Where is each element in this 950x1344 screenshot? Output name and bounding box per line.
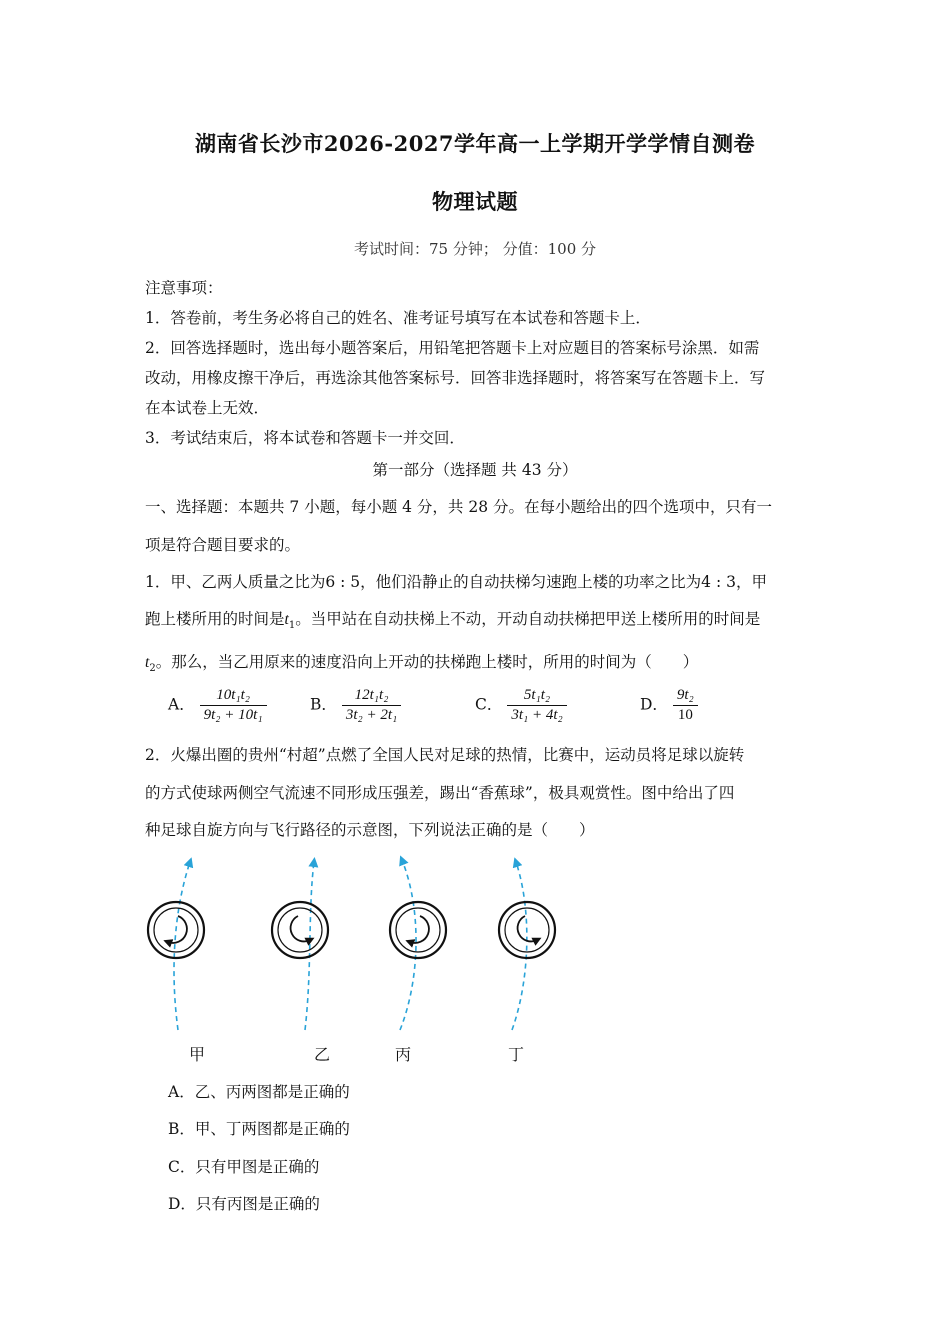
q1-option-d[interactable]: D． $\frac{\text{9t₂}}{10}$	[640, 686, 698, 725]
spin-arrow-yi	[291, 916, 310, 941]
q2-stem: 2．火爆出圈的贵州“村超”点燃了全国人民对足球的热情，比赛中，运动员将足球以旋转	[145, 746, 745, 764]
ball-yi	[272, 902, 328, 958]
q1-option-b[interactable]: B． $\frac{\text{12t₁t₂}}{\text{3t₂ + 2t₁}}$	[310, 686, 401, 725]
spin-arrow-bing	[410, 916, 429, 943]
diagram-jia	[148, 862, 204, 1030]
ball-bing	[390, 902, 446, 958]
figure-label-bing: 丙	[395, 1045, 412, 1064]
subject-title: 物理试题	[432, 189, 518, 214]
q1-stem: 1．甲、乙两人质量之比为6 : 5，他们沿静止的自动扶梯匀速跑上楼的功率之比为4 : 3，甲	[145, 573, 767, 591]
q1-option-c[interactable]: C． $\frac{\text{5t₁t₂}}{\text{3t₁ + 4t₂}}$	[475, 686, 567, 725]
q2-option-b[interactable]: B．甲、丁两图都是正确的	[168, 1120, 350, 1138]
diagram-yi	[272, 862, 328, 1030]
notice-item: 2．回答选择题时，选出每小题答案后，用铅笔把答题卡上对应题目的答案标号涂黑．如需	[145, 339, 760, 357]
notice-item: 改动，用橡皮擦干净后，再选涂其他答案标号．回答非选择题时，将答案写在答题卡上．写	[145, 369, 766, 387]
notice-item: 3．考试结束后，将本试卷和答题卡一并交回．	[145, 429, 465, 447]
q1-option-a[interactable]: A． $\frac{\text{10t₁t₂}}{\text{9t₂ + 10t₁}}$	[168, 686, 267, 725]
flight-path-jia	[174, 862, 190, 1030]
q2-stem: 种足球自旋方向与飞行路径的示意图，下列说法正确的是（ ）	[145, 821, 595, 839]
notice-item: 在本试卷上无效．	[145, 399, 270, 417]
flight-path-yi	[305, 862, 314, 1030]
flight-path-ding	[512, 862, 527, 1030]
figure-label-ding: 丁	[508, 1045, 525, 1064]
diagram-ding	[499, 862, 555, 1030]
q2-option-a[interactable]: A．乙、丙两图都是正确的	[168, 1083, 350, 1101]
q2-option-c[interactable]: C．只有甲图是正确的	[168, 1158, 320, 1176]
exam-info: 考试时间：75 分钟； 分值：100 分	[353, 240, 597, 258]
figure-label-jia: 甲	[189, 1045, 206, 1064]
part-heading: 第一部分（选择题 共 43 分）	[372, 461, 578, 479]
notice-heading: 注意事项：	[145, 279, 223, 297]
section-instruction: 一、选择题：本题共 7 小题，每小题 4 分，共 28 分。在每小题给出的四个选项中，只有一	[145, 498, 773, 516]
notice-item: 1．答卷前，考生务必将自己的姓名、准考证号填写在本试卷和答题卡上．	[145, 309, 651, 327]
q1-stem: $t_2$。那么，当乙用原来的速度沿向上开动的扶梯跑上楼时，所用的时间为（ ）	[145, 653, 699, 675]
figure-label-yi: 乙	[314, 1045, 331, 1064]
diagram-bing	[390, 860, 446, 1030]
q1-stem: 跑上楼所用的时间是$t_1$。当甲站在自动扶梯上不动，开动自动扶梯把甲送上楼所用的时间是	[145, 610, 761, 632]
page-title: 湖南省长沙市2026-2027学年高一上学期开学学情自测卷	[194, 131, 756, 156]
q2-stem: 的方式使球两侧空气流速不同形成压强差，踢出“香蕉球”，极具观赏性。图中给出了四	[145, 784, 735, 802]
section-instruction: 项是符合题目要求的。	[145, 536, 301, 554]
football-spin-diagram	[130, 850, 590, 1040]
q2-option-d[interactable]: D．只有丙图是正确的	[168, 1195, 320, 1213]
